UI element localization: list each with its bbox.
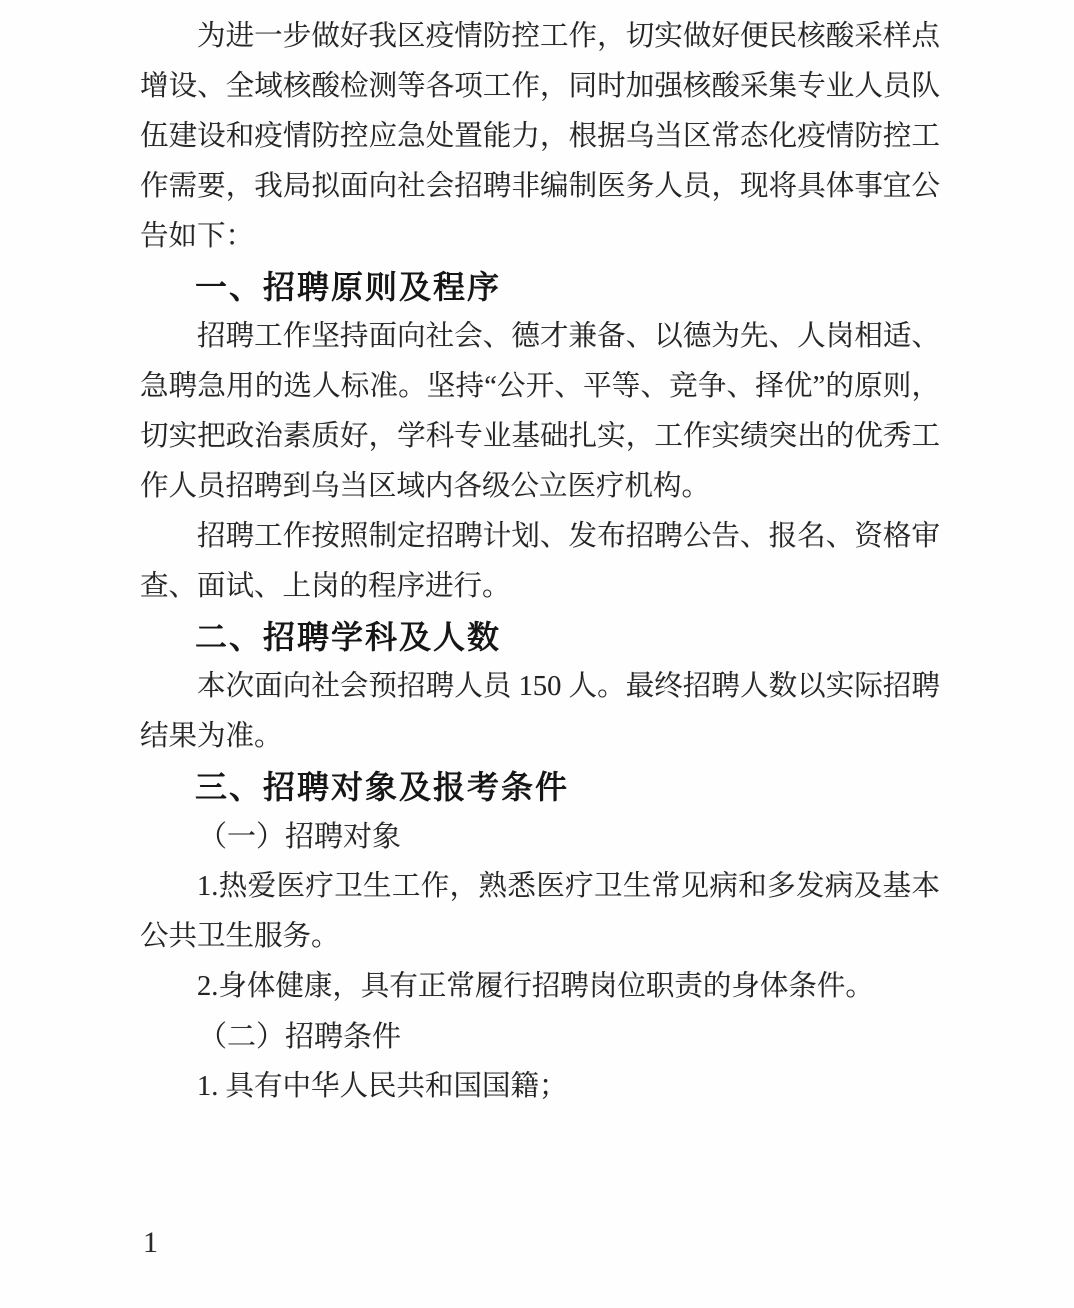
- subheading-recruitment-targets: （一）招聘对象: [198, 821, 402, 853]
- item-target-1: 1.热爱医疗卫生工作，熟悉医疗卫生常见病和多发病及基本公共卫生服务。: [140, 871, 940, 952]
- heading-section-two: 二、招聘学科及人数: [195, 619, 502, 655]
- subheading-recruitment-conditions: （二）招聘条件: [198, 1021, 402, 1053]
- item-condition-1: 1. 具有中华人民共和国国籍；: [197, 1071, 568, 1102]
- page-number: 1: [143, 1226, 158, 1259]
- paragraph-procedure: 招聘工作按照制定招聘计划、发布招聘公告、报名、资格审查、面试、上岗的程序进行。: [140, 521, 940, 602]
- item-target-2: 2.身体健康，具有正常履行招聘岗位职责的身体条件。: [197, 971, 874, 1002]
- heading-section-three: 三、招聘对象及报考条件: [195, 769, 570, 805]
- heading-section-one: 一、招聘原则及程序: [195, 269, 502, 305]
- paragraph-intro: 为进一步做好我区疫情防控工作，切实做好便民核酸采样点增设、全域核酸检测等各项工作，同时加强核酸采集专业人员队伍建设和疫情防控应急处置能力，根据乌当区常态化疫情防控工作需要，我局拟面向社会招聘非编制医务人员，现将具体事宜公告如下：: [140, 21, 940, 252]
- document-body: [140, 12, 940, 1112]
- paragraph-headcount: 本次面向社会预招聘人员 150 人。最终招聘人数以实际招聘结果为准。: [140, 671, 940, 752]
- paragraph-principles: 招聘工作坚持面向社会、德才兼备、以德为先、人岗相适、急聘急用的选人标准。坚持“公开、平等、竞争、择优”的原则，切实把政治素质好，学科专业基础扎实，工作实绩突出的优秀工作人员招聘到乌当区域内各级公立医疗机构。: [140, 321, 940, 502]
